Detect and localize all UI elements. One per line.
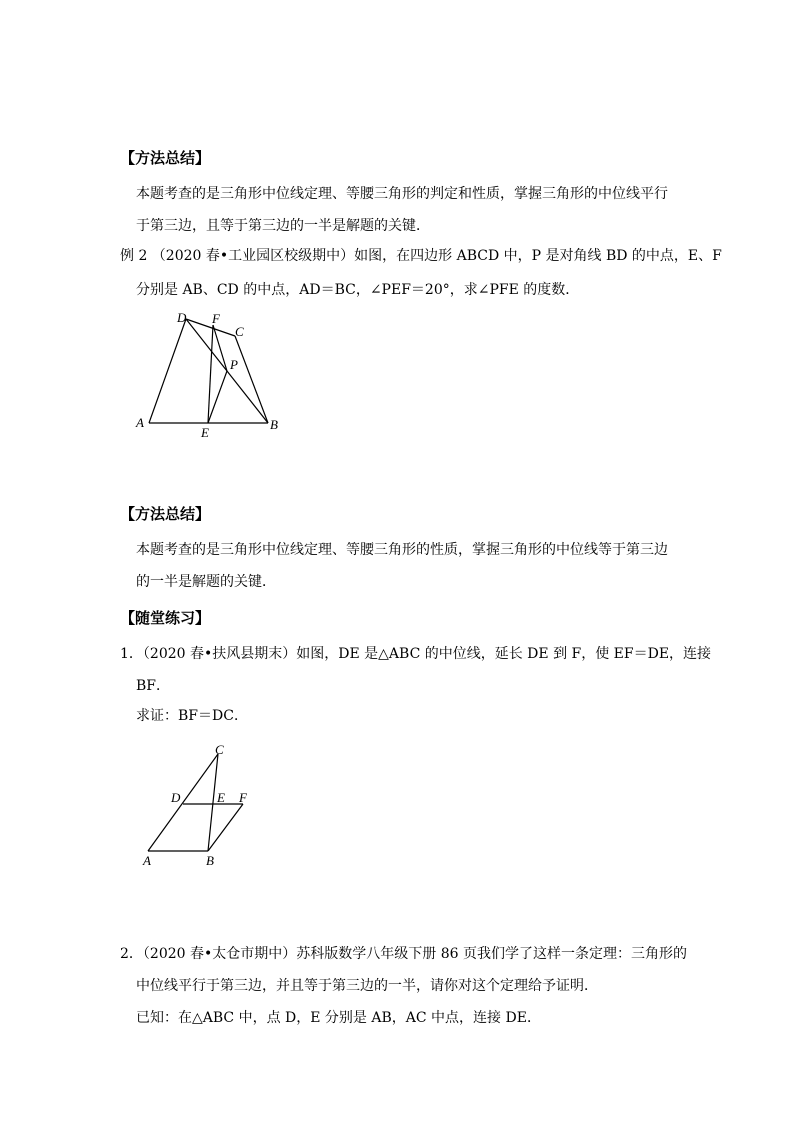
label-b: B <box>206 853 214 868</box>
quadrilateral-abcd-figure <box>130 305 290 440</box>
label-f: F <box>239 790 247 805</box>
method-summary-heading-2: 【方法总结】 <box>120 505 211 523</box>
example-2-line-1: 例 2 （2020 春•工业园区校级期中）如图，在四边形 ABCD 中，P 是对角线 BD 的中点，E、F <box>120 248 722 264</box>
practice-q2-line-2: 中位线平行于第三边，并且等于第三边的一半，请你对这个定理给予证明． <box>136 978 598 994</box>
label-e: E <box>201 425 209 440</box>
label-p: P <box>230 357 238 372</box>
example-2-line-2: 分别是 AB、CD 的中点，AD＝BC，∠PEF＝20°，求∠PFE 的度数． <box>136 282 580 298</box>
segment-ac <box>148 754 218 851</box>
label-f: F <box>212 311 220 326</box>
label-d: D <box>171 790 181 805</box>
label-a: A <box>136 415 144 430</box>
practice-q1-line-2: BF． <box>136 678 171 694</box>
practice-q1-line-3: 求证：BF＝DC． <box>136 708 248 724</box>
method-summary-2-line-1: 本题考查的是三角形中位线定理、等腰三角形的性质，掌握三角形的中位线等于第三边 <box>136 542 668 558</box>
practice-q1-line-1: 1．（2020 春•扶风县期末）如图，DE 是△ABC 的中位线，延长 DE 到 F，使 EF＝DE，连接 <box>120 646 712 662</box>
triangle-abc-figure <box>135 738 255 868</box>
method-summary-1-line-2: 于第三边，且等于第三边的一半是解题的关键． <box>136 218 430 234</box>
label-c: C <box>235 324 244 339</box>
label-a: A <box>143 853 151 868</box>
practice-q2-line-3: 已知：在△ABC 中，点 D，E 分别是 AB，AC 中点，连接 DE． <box>136 1010 541 1026</box>
label-c: C <box>215 742 224 757</box>
method-summary-heading-1: 【方法总结】 <box>120 149 211 167</box>
segment-bf <box>208 804 243 851</box>
segment-ef <box>208 325 213 423</box>
practice-heading: 【随堂练习】 <box>120 609 211 627</box>
label-b: B <box>270 417 278 432</box>
label-e: E <box>217 790 225 805</box>
label-d: D <box>177 310 187 325</box>
segment-cb <box>235 336 268 423</box>
practice-q2-line-1: 2．（2020 春•太仓市期中）苏科版数学八年级下册 86 页我们学了这样一条定理：三角形的 <box>120 946 687 962</box>
method-summary-1-line-1: 本题考查的是三角形中位线定理、等腰三角形的判定和性质，掌握三角形的中位线平行 <box>136 186 668 202</box>
segment-ad <box>149 319 186 423</box>
method-summary-2-line-2: 的一半是解题的关键． <box>136 574 276 590</box>
